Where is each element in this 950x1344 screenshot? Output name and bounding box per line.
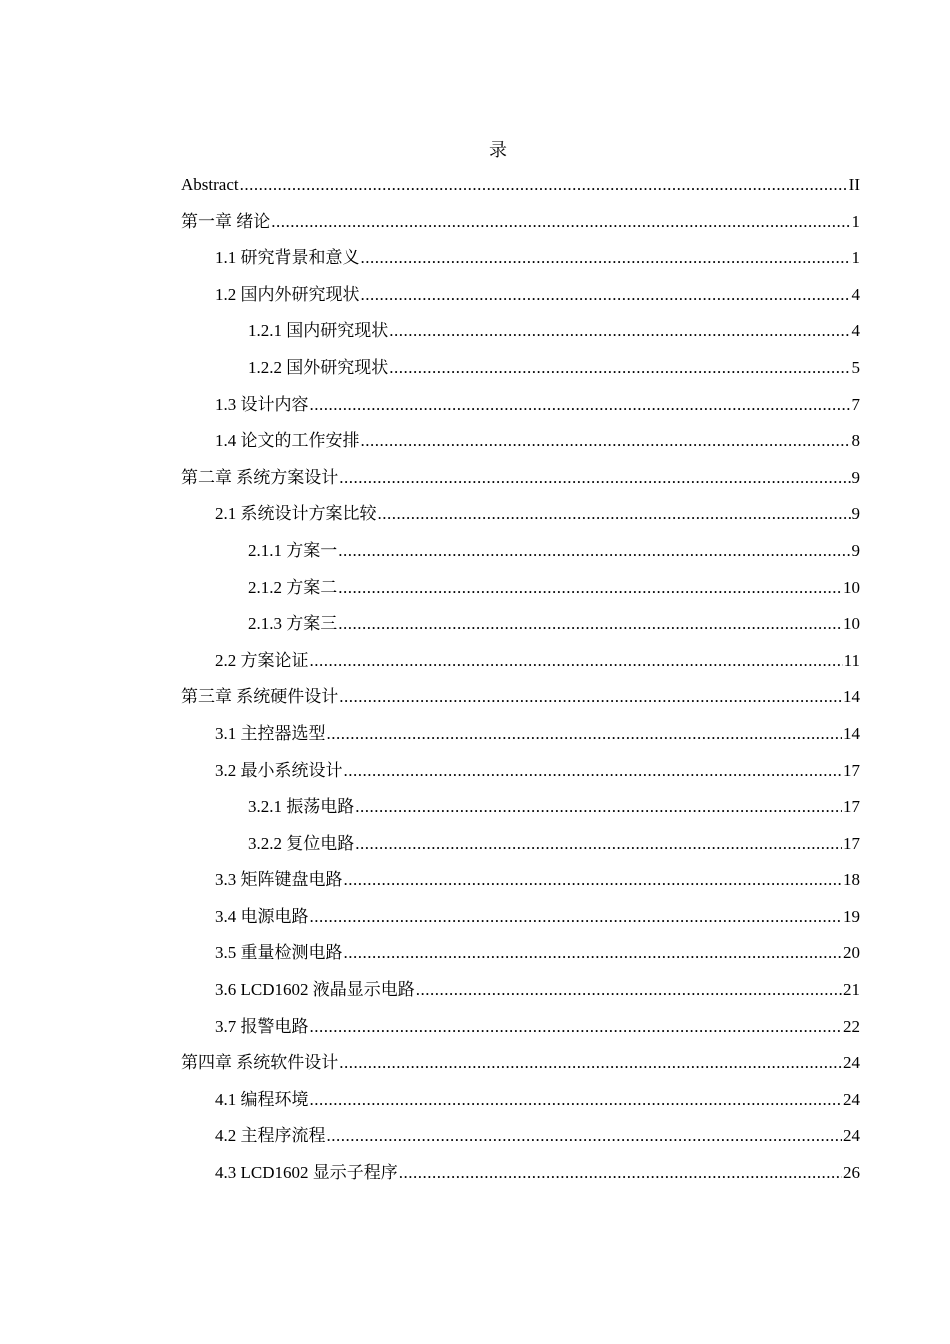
toc-entry-page: 24 xyxy=(843,1089,860,1109)
toc-entry[interactable] xyxy=(181,648,860,685)
toc-entry-label: 1.3 设计内容 xyxy=(215,394,309,414)
toc-entry-label: Abstract xyxy=(181,175,239,194)
dot-leader xyxy=(361,428,851,454)
toc-entry[interactable] xyxy=(181,392,860,429)
toc-entry-label: 3.5 重量检测电路 xyxy=(215,943,343,963)
toc-entry[interactable] xyxy=(181,1050,860,1087)
toc-entry[interactable] xyxy=(181,245,860,282)
toc-entry[interactable] xyxy=(181,794,860,831)
dot-leader xyxy=(310,648,843,674)
toc-entry-label: 2.1.3 方案三 xyxy=(248,614,338,634)
toc-entry-page: 14 xyxy=(843,723,860,743)
toc-entry-label: 2.1.1 方案一 xyxy=(248,540,338,560)
dot-leader xyxy=(310,392,851,418)
dot-leader xyxy=(355,831,842,857)
toc-entry[interactable] xyxy=(181,501,860,538)
toc-entry[interactable] xyxy=(181,1087,860,1124)
dot-leader xyxy=(310,1087,843,1113)
toc-entry[interactable] xyxy=(181,1123,860,1160)
toc-entry-label: 2.1 系统设计方案比较 xyxy=(215,504,377,524)
dot-leader xyxy=(310,904,843,930)
table-of-contents xyxy=(181,172,860,1197)
toc-entry-label: 第四章 系统软件设计 xyxy=(181,1053,339,1073)
toc-entry-label: 1.2.1 国内研究现状 xyxy=(248,321,389,341)
dot-leader xyxy=(389,355,850,381)
dot-leader xyxy=(240,172,848,198)
toc-entry-page: 20 xyxy=(843,943,860,963)
toc-entry-page: II xyxy=(848,175,860,194)
toc-entry[interactable] xyxy=(181,977,860,1014)
dot-leader xyxy=(271,209,850,235)
toc-entry-page: 14 xyxy=(843,687,860,707)
toc-entry-page: 9 xyxy=(851,504,860,524)
toc-entry-page: 10 xyxy=(843,614,860,634)
dot-leader xyxy=(361,245,851,271)
toc-entry[interactable] xyxy=(181,904,860,941)
toc-entry-label: 1.4 论文的工作安排 xyxy=(215,431,360,451)
toc-entry-page: 26 xyxy=(843,1163,860,1183)
dot-leader xyxy=(327,721,843,747)
toc-entry-label: 3.1 主控器选型 xyxy=(215,723,326,743)
toc-entry-page: 24 xyxy=(843,1126,860,1146)
toc-entry[interactable] xyxy=(181,575,860,612)
toc-entry-label: 3.7 报警电路 xyxy=(215,1016,309,1036)
toc-entry[interactable] xyxy=(181,209,860,246)
toc-entry-label: 第三章 系统硬件设计 xyxy=(181,687,339,707)
toc-entry[interactable] xyxy=(181,355,860,392)
toc-entry-page: 17 xyxy=(843,797,860,817)
dot-leader xyxy=(378,501,851,527)
toc-entry-label: 3.3 矩阵键盘电路 xyxy=(215,870,343,890)
toc-entry[interactable] xyxy=(181,318,860,355)
toc-entry-label: 1.1 研究背景和意义 xyxy=(215,248,360,268)
toc-entry[interactable] xyxy=(181,538,860,575)
dot-leader xyxy=(344,940,843,966)
toc-entry-page: 1 xyxy=(851,248,860,268)
toc-entry-page: 1 xyxy=(851,211,860,231)
toc-entry-page: 17 xyxy=(843,833,860,853)
toc-entry[interactable] xyxy=(181,1014,860,1051)
toc-entry-label: 2.2 方案论证 xyxy=(215,650,309,670)
toc-entry[interactable] xyxy=(181,831,860,868)
toc-entry[interactable] xyxy=(181,940,860,977)
toc-entry[interactable] xyxy=(181,758,860,795)
dot-leader xyxy=(416,977,842,1003)
toc-entry-label: 2.1.2 方案二 xyxy=(248,577,338,597)
toc-entry-label: 3.2.2 复位电路 xyxy=(248,833,355,853)
toc-entry-page: 9 xyxy=(851,467,860,487)
toc-entry[interactable] xyxy=(181,867,860,904)
toc-entry-page: 5 xyxy=(851,357,860,377)
toc-entry-page: 17 xyxy=(843,760,860,780)
toc-entry-label: 3.2.1 振荡电路 xyxy=(248,797,355,817)
toc-entry-page: 21 xyxy=(843,980,860,1000)
toc-entry-page: 24 xyxy=(843,1053,860,1073)
toc-entry-label: 第二章 系统方案设计 xyxy=(181,467,339,487)
toc-entry-page: 11 xyxy=(843,650,860,670)
dot-leader xyxy=(361,282,851,308)
dot-leader xyxy=(338,611,842,637)
dot-leader xyxy=(327,1123,843,1149)
toc-entry[interactable] xyxy=(181,1160,860,1197)
toc-entry-page: 19 xyxy=(843,906,860,926)
dot-leader xyxy=(355,794,842,820)
toc-entry-label: 3.2 最小系统设计 xyxy=(215,760,343,780)
toc-entry[interactable] xyxy=(181,428,860,465)
toc-entry-label: 1.2 国内外研究现状 xyxy=(215,284,360,304)
toc-entry-page: 10 xyxy=(843,577,860,597)
dot-leader xyxy=(339,1050,842,1076)
toc-entry-label: 3.6 LCD1602 液晶显示电路 xyxy=(215,980,415,1000)
toc-title: 录 xyxy=(489,140,507,160)
dot-leader xyxy=(399,1160,842,1186)
toc-entry-label: 1.2.2 国外研究现状 xyxy=(248,357,389,377)
toc-entry-page: 22 xyxy=(843,1016,860,1036)
dot-leader xyxy=(389,318,850,344)
toc-entry-label: 4.3 LCD1602 显示子程序 xyxy=(215,1163,398,1183)
dot-leader xyxy=(339,684,842,710)
toc-entry-label: 第一章 绪论 xyxy=(181,211,271,231)
toc-entry[interactable] xyxy=(181,684,860,721)
toc-entry-page: 4 xyxy=(851,284,860,304)
toc-entry[interactable] xyxy=(181,465,860,502)
toc-entry-page: 4 xyxy=(851,321,860,341)
dot-leader xyxy=(338,575,842,601)
dot-leader xyxy=(344,758,843,784)
toc-entry[interactable] xyxy=(181,172,860,209)
toc-entry[interactable] xyxy=(181,282,860,319)
toc-entry[interactable] xyxy=(181,721,860,758)
dot-leader xyxy=(339,465,850,491)
dot-leader xyxy=(344,867,843,893)
toc-entry-page: 18 xyxy=(843,870,860,890)
toc-entry-label: 4.1 编程环境 xyxy=(215,1089,309,1109)
toc-entry-page: 9 xyxy=(851,540,860,560)
toc-entry[interactable] xyxy=(181,611,860,648)
toc-entry-label: 4.2 主程序流程 xyxy=(215,1126,326,1146)
dot-leader xyxy=(310,1014,843,1040)
toc-entry-label: 3.4 电源电路 xyxy=(215,906,309,926)
toc-entry-page: 8 xyxy=(851,431,860,451)
toc-entry-page: 7 xyxy=(851,394,860,414)
dot-leader xyxy=(338,538,850,564)
